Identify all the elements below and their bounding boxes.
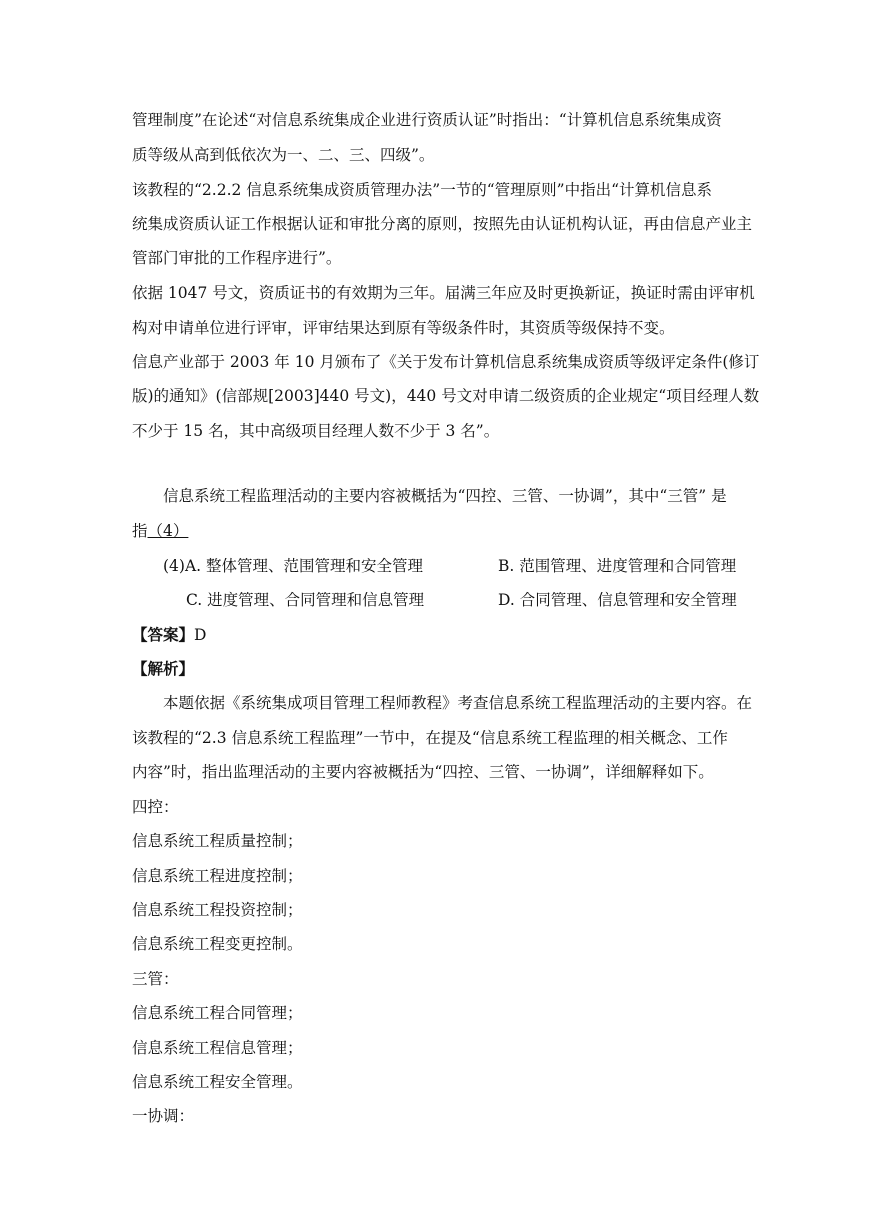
question-prefix: 指 [132, 522, 148, 540]
question-text-cont [132, 521, 188, 541]
intro-line: 管理制度”在论述“对信息系统集成企业进行资质认证”时指出：“计算机信息系统集成资 [132, 111, 722, 129]
intro-line: 质等级从高到低依次为一、二、三、四级”。 [132, 146, 435, 164]
option-a: (4)A. 整体管理、范围管理和安全管理 [163, 557, 424, 575]
answer-label: 【答案】 [132, 626, 195, 644]
list-item: 信息系统工程投资控制； [132, 901, 303, 919]
list-item: 一协调： [132, 1107, 195, 1125]
list-item: 信息系统工程合同管理； [132, 1004, 303, 1022]
list-item: 四控： [132, 798, 179, 816]
analysis-line: 内容”时，指出监理活动的主要内容被概括为“四控、三管、一协调”，详细解释如下。 [132, 763, 714, 781]
list-item: 三管： [132, 970, 179, 988]
analysis-line: 该教程的“2.3 信息系统工程监理”一节中，在提及“信息系统工程监理的相关概念、工作 [132, 729, 728, 747]
intro-line: 不少于 15 名，其中高级项目经理人数不少于 3 名”。 [132, 422, 500, 440]
intro-line: 依据 1047 号文，资质证书的有效期为三年。届满三年应及时更换新证，换证时需由评审机 [132, 284, 755, 302]
intro-line: 信息产业部于 2003 年 10 月颁布了《关于发布计算机信息系统集成资质等级评定条件(修订 [132, 353, 760, 371]
question-text: 信息系统工程监理活动的主要内容被概括为“四控、三管、一协调”，其中“三管” 是 [163, 487, 727, 505]
answer-value: D [194, 626, 207, 644]
intro-line: 管部门审批的工作程序进行”。 [132, 249, 342, 267]
intro-line: 构对申请单位进行评审，评审结果达到原有等级条件时，其资质等级保持不变。 [132, 319, 675, 337]
list-item: 信息系统工程进度控制； [132, 867, 303, 885]
question-blank: （4） [147, 522, 189, 540]
list-item: 信息系统工程安全管理。 [132, 1073, 303, 1091]
intro-line: 版)的通知》(信部规[2003]440 号文)，440 号文对申请二级资质的企业规定“项目经理人数 [132, 387, 760, 405]
option-c: C. 进度管理、合同管理和信息管理 [186, 591, 425, 609]
analysis-label: 【解析】 [132, 660, 195, 678]
list-item: 信息系统工程质量控制； [132, 832, 303, 850]
answer-line [132, 625, 206, 645]
option-d: D. 合同管理、信息管理和安全管理 [498, 591, 737, 609]
list-item: 信息系统工程变更控制。 [132, 935, 303, 953]
intro-line: 该教程的“2.2.2 信息系统集成资质管理办法”一节的“管理原则”中指出“计算机信息系 [132, 181, 712, 199]
list-item: 信息系统工程信息管理； [132, 1039, 303, 1057]
analysis-line: 本题依据《系统集成项目管理工程师教程》考查信息系统工程监理活动的主要内容。在 [163, 694, 753, 712]
intro-line: 统集成资质认证工作根据认证和审批分离的原则，按照先由认证机构认证，再由信息产业主 [132, 215, 753, 233]
option-b: B. 范围管理、进度管理和合同管理 [498, 557, 737, 575]
